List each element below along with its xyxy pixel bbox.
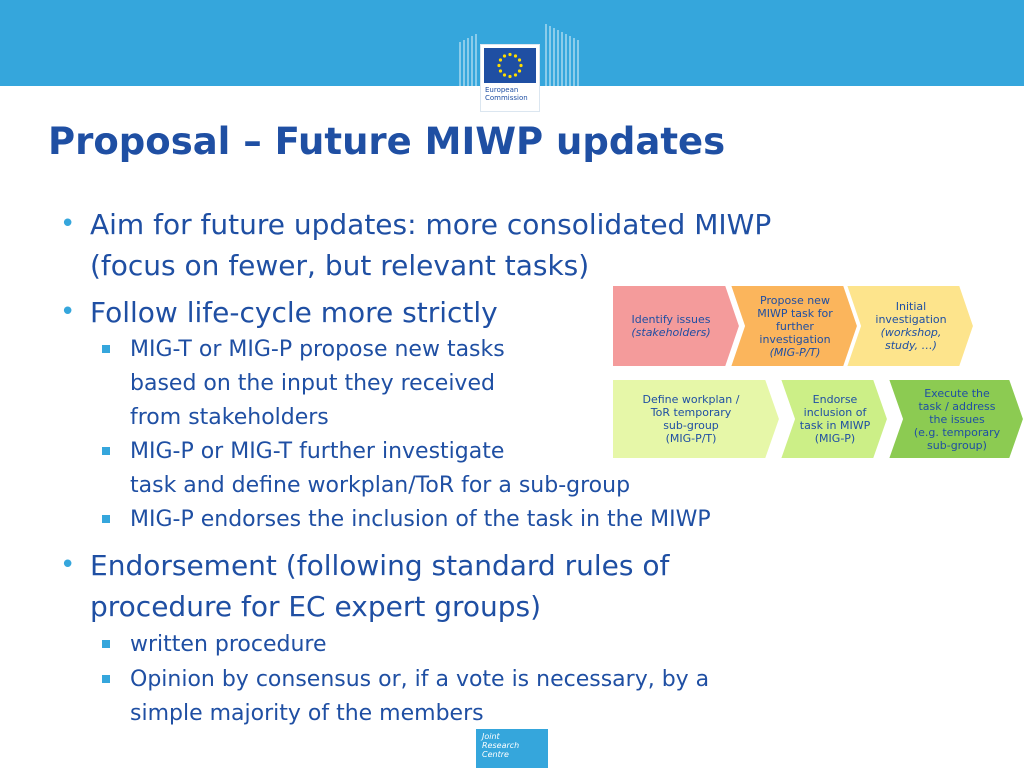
bullet-3-sub-2-line-1: Opinion by consensus or, if a vote is necessary, by a bbox=[130, 667, 710, 692]
lifecycle-step-italic-line: study, …) bbox=[885, 339, 937, 352]
lifecycle-step-line: task in MIWP bbox=[799, 419, 871, 432]
sub-bullet-marker bbox=[102, 345, 110, 353]
bullet-3-sub-1-line-1: written procedure bbox=[130, 632, 327, 657]
lifecycle-step-line: Endorse bbox=[812, 393, 858, 406]
lifecycle-step-line: (MIG-P/T) bbox=[665, 432, 717, 445]
lifecycle-step-line: ToR temporary bbox=[650, 406, 732, 419]
bullet-marker: • bbox=[60, 550, 76, 580]
bullet-3-line-2: procedure for EC expert groups) bbox=[90, 590, 542, 623]
eu-star-icon bbox=[508, 75, 511, 78]
bullet-3-line-1: Endorsement (following standard rules of bbox=[90, 549, 670, 582]
european-commission-logo bbox=[458, 22, 582, 112]
lifecycle-step-line: (e.g. temporary bbox=[913, 425, 1001, 439]
bullet-2-sub-3-line-1: MIG-P endorses the inclusion of the task in the MIWP bbox=[130, 507, 711, 532]
bullet-2-sub-1-line-1: MIG-T or MIG-P propose new tasks bbox=[130, 337, 505, 362]
eu-star-icon bbox=[497, 64, 500, 67]
sub-bullet-marker bbox=[102, 640, 110, 648]
bullet-2-sub-2-line-2: task and define workplan/ToR for a sub-group bbox=[130, 473, 631, 498]
eu-star-icon bbox=[519, 64, 522, 67]
eu-star-icon bbox=[508, 53, 511, 56]
lifecycle-step-italic-line: (workshop, bbox=[880, 326, 942, 339]
bullet-marker: • bbox=[60, 209, 76, 239]
eu-star-icon bbox=[503, 54, 506, 57]
lifecycle-step-line: (MIG-P) bbox=[814, 432, 856, 445]
eu-flag-icon bbox=[484, 48, 536, 83]
lifecycle-step-line: sub-group) bbox=[927, 438, 987, 452]
eu-star-icon bbox=[503, 73, 506, 76]
lifecycle-step-text bbox=[906, 379, 1008, 459]
lifecycle-diagram bbox=[612, 285, 1024, 461]
sub-bullet-marker bbox=[102, 515, 110, 523]
bullet-2-line-1: Follow life-cycle more strictly bbox=[90, 296, 498, 329]
lifecycle-step-line: sub-group bbox=[663, 419, 719, 432]
lifecycle-step-line: investigation bbox=[759, 332, 831, 346]
jrc-line-3: Centre bbox=[482, 750, 509, 759]
jrc-logo bbox=[476, 729, 548, 768]
bullet-1-line-1: Aim for future updates: more consolidated MIWP bbox=[90, 208, 772, 241]
bullet-1-line-2: (focus on fewer, but relevant tasks) bbox=[90, 249, 590, 282]
lifecycle-step-line: the issues bbox=[929, 412, 985, 426]
lifecycle-step-line: MIWP task for bbox=[757, 306, 833, 320]
eu-star-icon bbox=[499, 58, 502, 61]
sub-bullet-marker bbox=[102, 675, 110, 683]
bullet-2-sub-2-line-1: MIG-P or MIG-T further investigate bbox=[130, 439, 505, 464]
bullet-2-sub-1-line-3: from stakeholders bbox=[130, 405, 329, 430]
sub-bullet-marker bbox=[102, 447, 110, 455]
eu-star-icon bbox=[499, 69, 502, 72]
lifecycle-step bbox=[846, 285, 974, 367]
lifecycle-step bbox=[888, 379, 1024, 459]
logo-line-2: Commission bbox=[485, 94, 528, 102]
jrc-line-1: Joint bbox=[482, 732, 500, 741]
lifecycle-step-italic-line: (stakeholders) bbox=[631, 326, 711, 339]
lifecycle-step-line: inclusion of bbox=[803, 406, 867, 419]
lifecycle-step bbox=[612, 379, 780, 459]
lifecycle-step-text bbox=[864, 285, 958, 367]
lifecycle-step-line: Define workplan / bbox=[642, 393, 740, 406]
bullet-2-sub-1-line-2: based on the input they received bbox=[130, 371, 495, 396]
lifecycle-step-line: further bbox=[776, 319, 814, 333]
logo-text bbox=[485, 86, 528, 102]
eu-star-icon bbox=[514, 54, 517, 57]
eu-star-icon bbox=[514, 73, 517, 76]
lifecycle-step bbox=[780, 379, 888, 459]
logo-line-1: European bbox=[485, 86, 519, 94]
lifecycle-step-line: task / address bbox=[918, 399, 996, 413]
page-title: Proposal – Future MIWP updates bbox=[48, 120, 726, 163]
lifecycle-step bbox=[612, 285, 740, 367]
lifecycle-step-text bbox=[618, 285, 724, 367]
lifecycle-step-text bbox=[618, 379, 764, 459]
lifecycle-step-italic-line: (MIG-P/T) bbox=[769, 345, 821, 359]
eu-star-icon bbox=[518, 58, 521, 61]
bullet-3-sub-2-line-2: simple majority of the members bbox=[130, 701, 484, 726]
lifecycle-step bbox=[730, 285, 858, 367]
lifecycle-step-text bbox=[748, 285, 842, 367]
lifecycle-step-line: Identify issues bbox=[631, 313, 711, 326]
eu-star-icon bbox=[518, 69, 521, 72]
lifecycle-step-text bbox=[798, 379, 872, 459]
jrc-line-2: Research bbox=[482, 741, 520, 750]
lifecycle-step-line: Initial bbox=[895, 300, 927, 313]
lifecycle-step-line: investigation bbox=[875, 313, 947, 326]
bullet-marker: • bbox=[60, 297, 76, 327]
logo-panel bbox=[480, 44, 540, 112]
lifecycle-step-line: Propose new bbox=[760, 293, 830, 307]
lifecycle-step-line: Execute the bbox=[924, 386, 990, 400]
jrc-logo-text bbox=[482, 732, 519, 759]
